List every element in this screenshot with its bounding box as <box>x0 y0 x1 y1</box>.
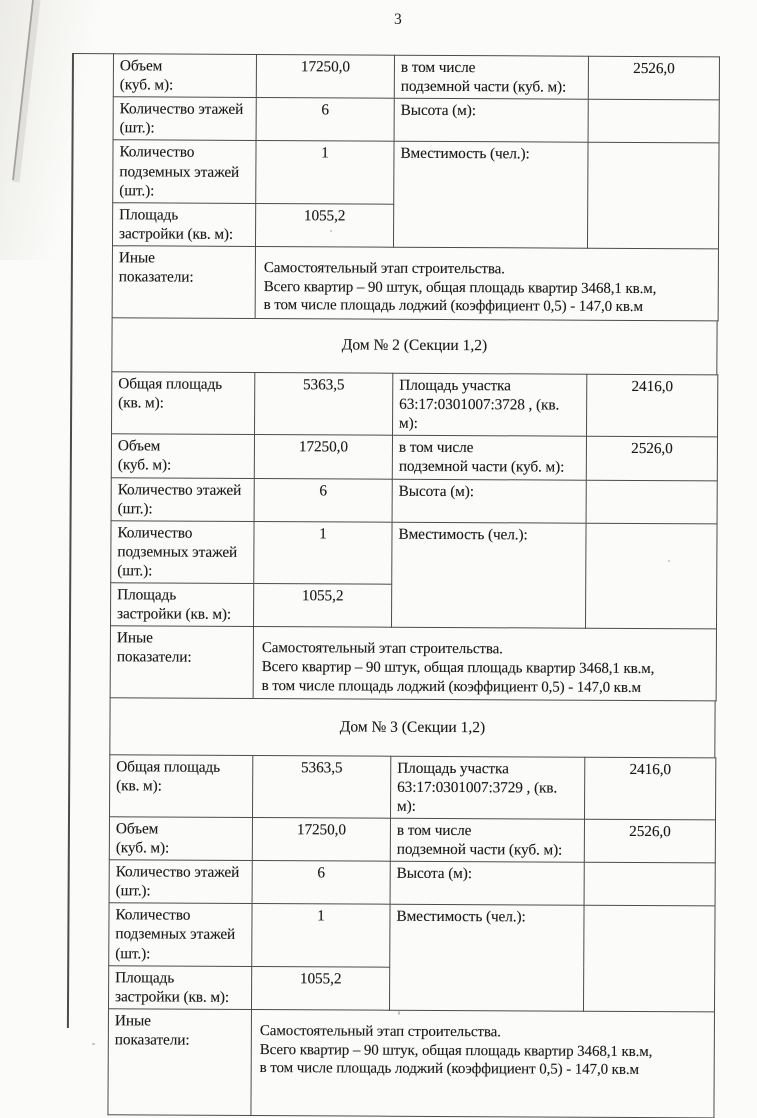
section-heading-house2: Дом № 2 (Секции 1,2) <box>111 318 717 374</box>
value-height-empty <box>584 862 715 906</box>
outer-table-left-border <box>67 53 74 1028</box>
label-capacity: Вместимость (чел.): <box>389 905 584 1012</box>
value-capacity-empty <box>583 906 715 1012</box>
value-plot-area: 2416,0 <box>586 374 717 437</box>
table-house2 <box>110 371 719 701</box>
label-height: Высота (м): <box>390 861 584 905</box>
label-built-area: Площадь застройки (кв. м): <box>112 203 255 247</box>
label-total-area: Общая площадь (кв. м): <box>112 372 255 435</box>
table-row <box>111 520 717 586</box>
value-other-indicators: Самостоятельный этап строительства. Всего квартир – 90 штук, общая площадь квартир 3468,1 кв.м, в том числе площадь лоджий (коэффициент 0,5) - 147,0 кв.м <box>255 246 718 320</box>
value-volume: 17250,0 <box>256 54 394 98</box>
label-other-indicators: Иные показатели: <box>112 246 255 319</box>
label-height: Высота (м): <box>392 479 586 523</box>
label-floors: Количество этажей (шт.): <box>109 860 252 904</box>
label-height: Высота (м): <box>394 98 588 142</box>
label-underground-floors: Количество подземных этажей (шт.): <box>109 903 252 966</box>
value-capacity-empty <box>587 143 719 249</box>
value-volume: 17250,0 <box>254 435 392 479</box>
label-underground-part: в том числе подземной части (куб. м): <box>392 436 586 480</box>
outer-table-top-border <box>72 53 114 54</box>
label-underground-part: в том числе подземной части (куб. м): <box>390 818 584 862</box>
value-total-area: 5363,5 <box>253 755 391 818</box>
label-other-indicators: Иные показатели: <box>108 1009 252 1116</box>
page-number: 3 <box>394 11 403 28</box>
value-other-indicators: Самостоятельный этап строительства. Всего квартир – 90 штук, общая площадь квартир 3468,1 кв.м, в том числе площадь лоджий (коэффициент 0,5) - 147,0 кв.м <box>251 1009 715 1117</box>
label-floors: Количество этажей (шт.): <box>113 97 256 141</box>
label-underground-part: в том числе подземной части (куб. м): <box>394 55 588 99</box>
section-heading-house3: Дом № 3 (Секции 1,2) <box>109 698 715 757</box>
document-body <box>63 53 720 1079</box>
table-row <box>110 754 716 820</box>
label-underground-floors: Количество подземных этажей (шт.): <box>111 520 254 583</box>
label-underground-floors: Количество подземных этажей (шт.): <box>113 140 256 203</box>
table-row <box>113 140 719 206</box>
scan-speck <box>92 1043 95 1045</box>
table-row <box>111 434 717 480</box>
value-underground-part: 2526,0 <box>588 56 719 100</box>
value-underground-part: 2526,0 <box>584 819 715 863</box>
value-built-area: 1055,2 <box>253 584 391 628</box>
label-built-area: Площадь застройки (кв. м): <box>108 965 251 1009</box>
value-height-empty <box>588 99 719 143</box>
table-row <box>111 477 717 523</box>
table-row <box>108 1009 715 1118</box>
value-underground-floors: 1 <box>252 904 390 967</box>
table-row <box>109 903 715 969</box>
label-volume: Объем (куб. м): <box>113 54 256 98</box>
value-floors: 6 <box>254 478 392 522</box>
label-other-indicators: Иные показатели: <box>110 626 253 698</box>
table-row <box>109 817 715 863</box>
value-underground-floors: 1 <box>256 141 394 204</box>
label-volume: Объем (куб. м): <box>109 817 252 861</box>
table-row <box>110 626 716 700</box>
value-total-area: 5363,5 <box>255 372 393 435</box>
label-total-area: Общая площадь (кв. м): <box>110 754 253 817</box>
label-volume: Объем (куб. м): <box>111 434 254 478</box>
value-floors: 6 <box>256 98 394 142</box>
value-other-indicators: Самостоятельный этап строительства. Всего квартир – 90 штук, общая площадь квартир 3468,1 кв.м, в том числе площадь лоджий (коэффициент 0,5) - 147,0 кв.м <box>253 627 716 701</box>
label-capacity: Вместимость (чел.): <box>391 522 586 629</box>
table-row <box>112 246 718 321</box>
table-row <box>113 97 719 143</box>
tables-stack <box>107 53 719 1118</box>
value-underground-part: 2526,0 <box>586 437 717 481</box>
value-height-empty <box>586 480 717 524</box>
label-capacity: Вместимость (чел.): <box>393 142 588 249</box>
table-row <box>109 860 715 906</box>
label-floors: Количество этажей (шт.): <box>111 477 254 521</box>
value-floors: 6 <box>252 861 390 905</box>
value-underground-floors: 1 <box>254 521 392 584</box>
value-plot-area: 2416,0 <box>584 757 715 820</box>
table-house3 <box>107 754 716 1118</box>
value-built-area: 1055,2 <box>251 966 389 1010</box>
value-volume: 17250,0 <box>252 817 390 861</box>
label-plot-area: Площадь участка 63:17:0301007:3728 , (кв. м): <box>393 373 587 436</box>
value-built-area: 1055,2 <box>255 203 393 247</box>
label-built-area: Площадь застройки (кв. м): <box>111 583 254 627</box>
table-row <box>112 372 718 438</box>
table-row <box>113 54 719 100</box>
table-house1-continued <box>112 53 720 321</box>
value-capacity-empty <box>585 523 717 629</box>
label-plot-area: Площадь участка 63:17:0301007:3729 , (кв. м): <box>390 756 584 819</box>
